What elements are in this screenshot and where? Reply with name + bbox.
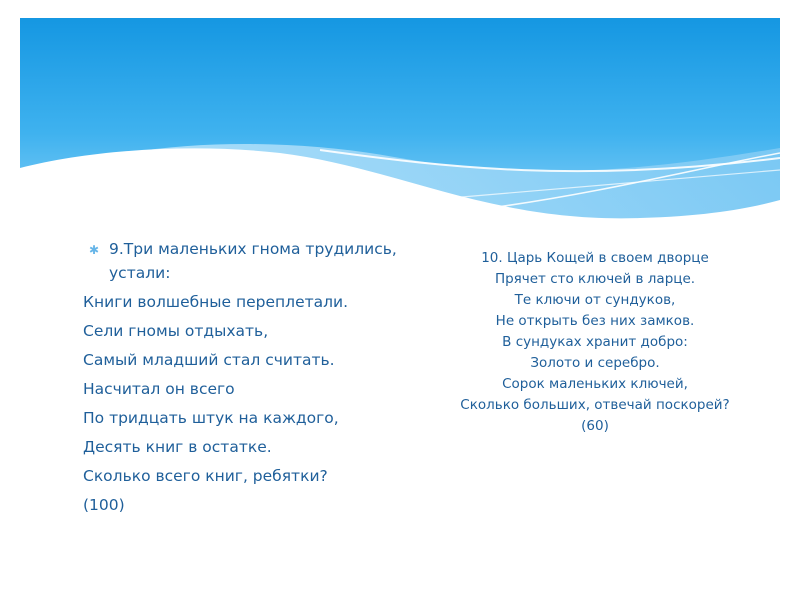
right-line: 10. Царь Кощей в своем дворце [481, 250, 709, 266]
left-line: Книги волшебные переплетали. [83, 293, 349, 311]
left-line: По тридцать штук на каждого, [83, 409, 339, 427]
right-line: Сколько больших, отвечай поскорей? [460, 397, 730, 413]
right-text-block [430, 248, 760, 437]
right-line: Сорок маленьких ключей, [502, 376, 688, 392]
right-line: Те ключи от сундуков, [514, 292, 676, 308]
left-line: Самый младший стал считать. [83, 351, 335, 369]
left-line: Сели гномы отдыхать, [83, 322, 269, 340]
slide [20, 18, 780, 580]
left-answer: (100) [83, 496, 125, 514]
right-line: Прячет сто ключей в ларце. [494, 271, 696, 287]
right-line: Золото и серебро. [530, 355, 660, 371]
right-line: Не открыть без них замков. [495, 313, 695, 329]
left-first-line [83, 237, 443, 285]
left-first-line-text: 9.Три маленьких гнома трудились, устали: [109, 240, 397, 282]
right-line: В сундуках хранит добро: [502, 334, 688, 350]
right-answer: (60) [581, 418, 609, 434]
left-line: Сколько всего книг, ребятки? [83, 467, 328, 485]
bullet-icon: ✱ [89, 243, 100, 257]
left-text-block [83, 237, 443, 522]
left-line: Десять книг в остатке. [83, 438, 272, 456]
wave-header-graphic [20, 18, 780, 228]
left-line: Насчитал он всего [83, 380, 235, 398]
